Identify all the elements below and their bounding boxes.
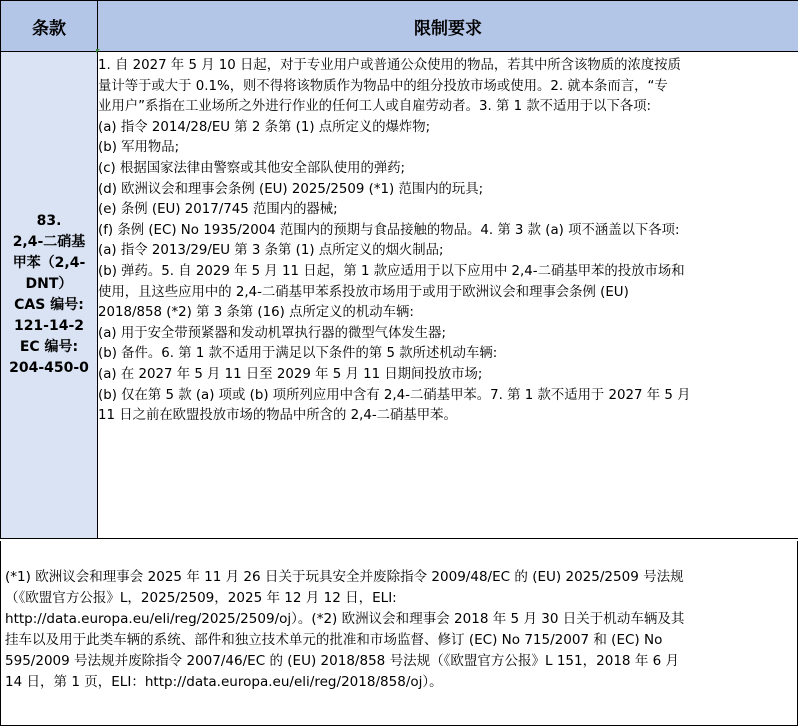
requirement-line: (a) 指令 2013/29/EU 第 3 条第 (1) 点所定义的烟火制品; bbox=[98, 243, 444, 259]
requirement-line: (a) 用于安全带预紧器和发动机罩执行器的微型气体发生器; bbox=[98, 325, 446, 341]
header-clause: 条款 bbox=[1, 1, 98, 52]
requirement-cell bbox=[98, 52, 798, 539]
requirement-line: (e) 条例 (EU) 2017/745 范围内的器械; bbox=[98, 202, 338, 218]
clause-line: 121-14-2 bbox=[13, 318, 85, 334]
requirement-line: (d) 欧洲议会和理事会条例 (EU) 2025/2509 (*1) 范围内的玩具; bbox=[98, 181, 484, 197]
footnote-line: 595/2009 号法规并废除指令 2007/46/EC 的 (EU) 2018/858 号法规（《欧盟官方公报》L 151，2018 年 6 月 bbox=[5, 653, 680, 669]
requirement-line: 使用，且这些应用中的 2,4-二硝基甲苯系投放市场用于或用于欧洲议会和理事会条例 (EU) bbox=[98, 284, 629, 300]
table-row bbox=[1, 52, 798, 539]
footnote-line: （《欧盟官方公报》L，2025/2509，2025 年 12 月 12 日，ELI: bbox=[5, 590, 397, 606]
clause-line: 甲苯（2,4- bbox=[12, 255, 86, 271]
footnote-line: 挂车以及用于此类车辆的系统、部件和独立技术单元的批准和市场监督、修订 (EC) No 715/2007 和 (EC) No bbox=[5, 632, 663, 648]
clause-line: DNT） bbox=[25, 276, 73, 292]
clause-line: 2,4-二硝基 bbox=[12, 234, 86, 250]
requirement-line: (f) 条例 (EC) No 1935/2004 范围内的预期与食品接触的物品。4. 第 3 款 (a) 项不涵盖以下各项: bbox=[98, 222, 680, 238]
clause-line: 204-450-0 bbox=[9, 360, 89, 376]
requirement-line: (c) 根据国家法律由警察或其他安全部队使用的弹药; bbox=[98, 160, 406, 176]
header-requirement: 限制要求 bbox=[98, 1, 798, 52]
footnotes bbox=[0, 541, 798, 726]
requirement-line: (b) 备件。6. 第 1 款不适用于满足以下条件的第 5 款所述机动车辆: bbox=[98, 346, 498, 362]
requirement-line: 业用户”系指在工业场所之外进行作业的任何工人或自雇劳动者。3. 第 1 款不适用于以下各项: bbox=[98, 99, 652, 115]
cell-comment-marker bbox=[96, 49, 100, 53]
table-header-row bbox=[1, 1, 798, 52]
requirement-line: 1. 自 2027 年 5 月 10 日起，对于专业用户或普通公众使用的物品，若其中所含该物质的浓度按质 bbox=[98, 58, 681, 73]
footnote-line: http://data.europa.eu/eli/reg/2025/2509/oj）。(*2) 欧洲议会和理事会 2018 年 5 月 30 日关于机动车辆及其 bbox=[5, 611, 685, 627]
footnote-line: (*1) 欧洲议会和理事会 2025 年 11 月 26 日关于玩具安全并废除指令 2009/48/EC 的 (EU) 2025/2509 号法规 bbox=[5, 569, 684, 585]
clause-cell bbox=[1, 52, 98, 539]
clause-line: CAS 编号: bbox=[14, 297, 84, 313]
requirement-line: 量计等于或大于 0.1%，则不得将该物质作为物品中的组分投放市场或使用。2. 就本条而言，“专 bbox=[98, 78, 668, 94]
requirement-line: 2018/858 (*2) 第 3 条第 (16) 点所定义的机动车辆: bbox=[98, 305, 414, 321]
requirement-line: (a) 在 2027 年 5 月 11 日至 2029 年 5 月 11 日期间投放市场; bbox=[98, 366, 483, 382]
clause-line: EC 编号: bbox=[19, 339, 79, 355]
requirement-line: (b) 仅在第 5 款 (a) 项或 (b) 项所列应用中含有 2,4-二硝基甲苯。7. 第 1 款不适用于 2027 年 5 月 bbox=[98, 387, 691, 403]
requirement-line: (b) 军用物品; bbox=[98, 140, 180, 156]
requirement-line: (a) 指令 2014/28/EU 第 2 条第 (1) 点所定义的爆炸物; bbox=[98, 119, 431, 135]
footnote-line: 14 日，第 1 页，ELI：http://data.europa.eu/eli/reg/2018/858/oj）。 bbox=[5, 674, 443, 690]
requirement-line: 11 日之前在欧盟投放市场的物品中所含的 2,4-二硝基甲苯。 bbox=[98, 408, 457, 424]
clause-line: 83. bbox=[36, 213, 62, 229]
requirement-line: (b) 弹药。5. 自 2029 年 5 月 11 日起，第 1 款应适用于以下应用中 2,4-二硝基甲苯的投放市场和 bbox=[98, 263, 685, 279]
